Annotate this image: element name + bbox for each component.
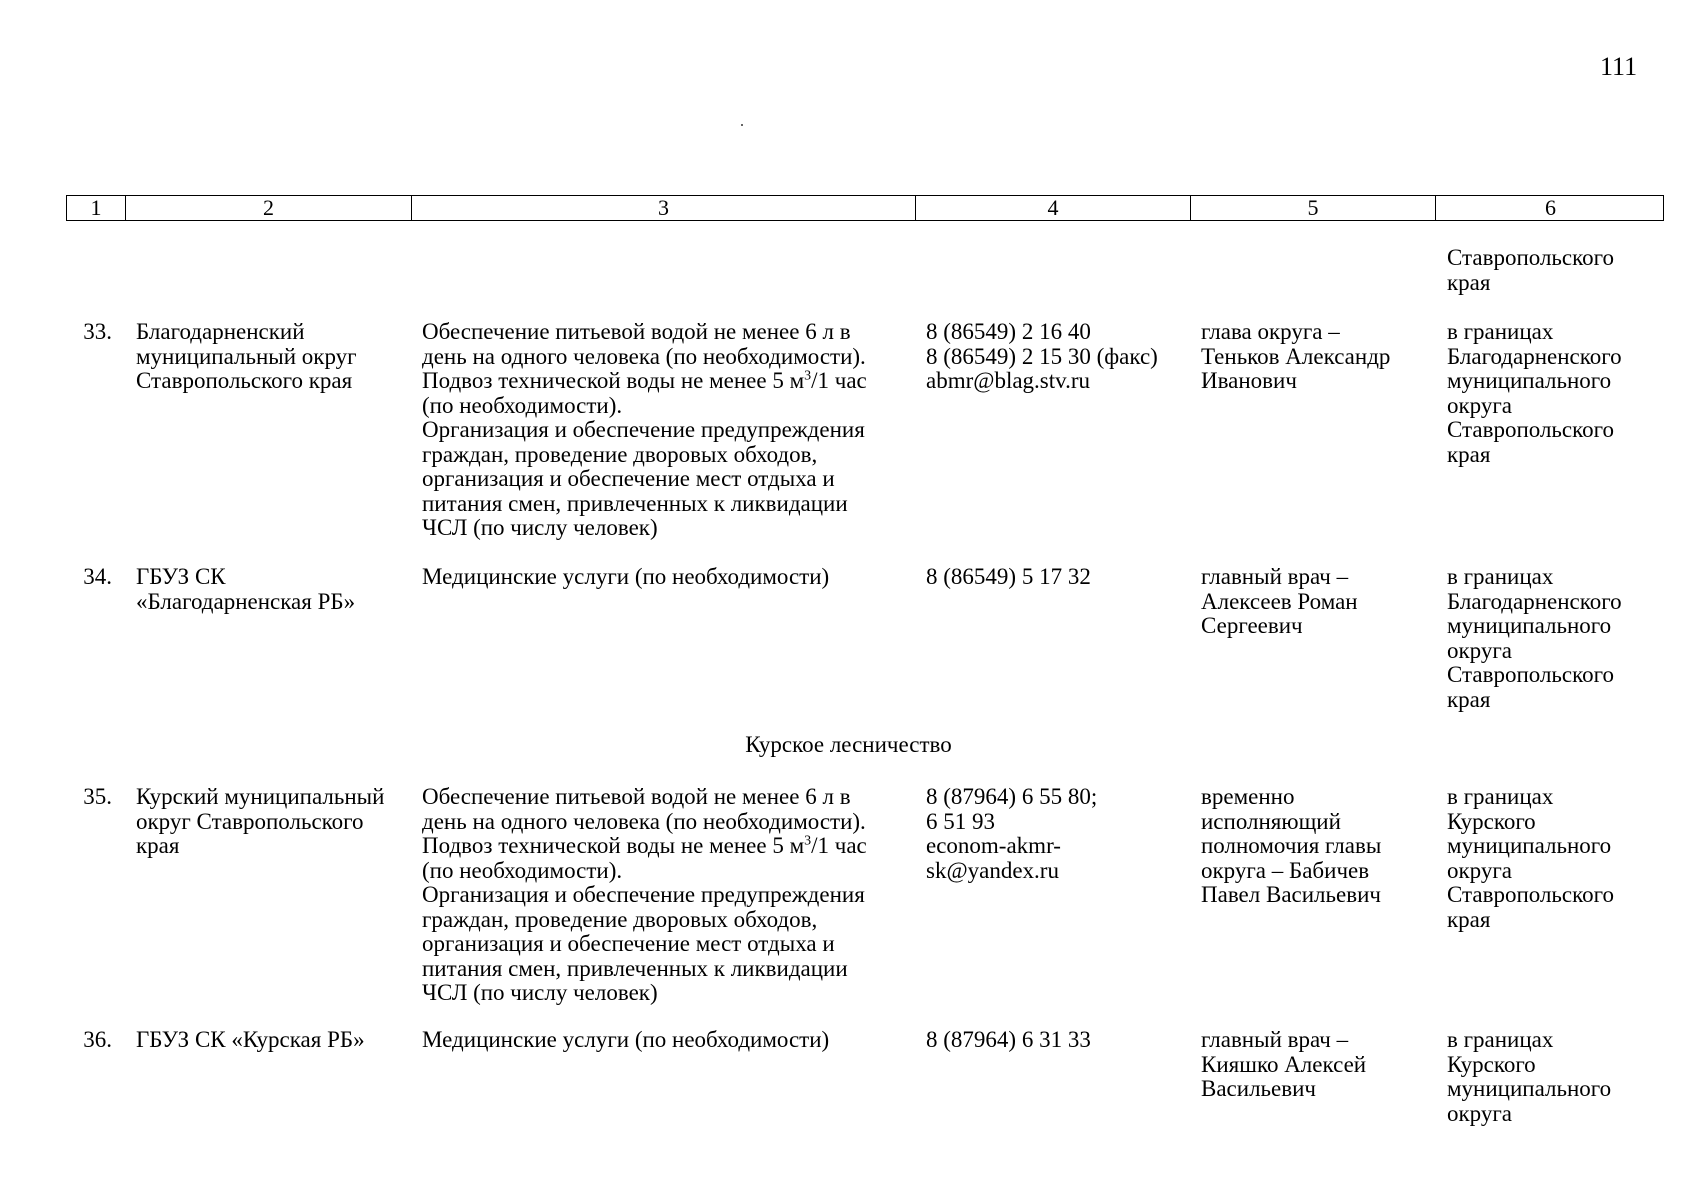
header-cell-6: 6 xyxy=(1545,195,1556,220)
contacts: 8 (86549) 2 16 40 8 (86549) 2 15 30 (факс) abmr@blag.stv.ru xyxy=(926,319,1158,393)
page-number: 111 xyxy=(1600,52,1638,81)
service-line: Обеспечение питьевой водой не менее 6 л в xyxy=(422,784,851,809)
boundary-area: в границах Курского муниципального округа Ставропольского края xyxy=(1447,784,1614,932)
organization: ГБУЗ СК «Благодарненская РБ» xyxy=(136,564,356,614)
head-official: временно исполняющий полномочия главы округа – Бабичев Павел Васильевич xyxy=(1201,784,1382,907)
header-cell-5: 5 xyxy=(1191,196,1436,220)
table-header-row xyxy=(66,195,1664,221)
header-cell-3: 3 xyxy=(412,196,916,220)
contacts: 8 (86549) 5 17 32 xyxy=(926,564,1091,589)
continuation-area: Ставропольского края xyxy=(1447,245,1614,295)
speck xyxy=(741,124,743,126)
boundary-area: в границах Курского муниципального округа xyxy=(1447,1027,1612,1126)
contacts: 8 (87964) 6 31 33 xyxy=(926,1027,1091,1052)
row-number: 35. xyxy=(83,784,112,809)
superscript: 3 xyxy=(804,368,812,384)
service-line: день на одного человека (по необходимости). xyxy=(422,808,866,834)
contacts: 8 (87964) 6 55 80; 6 51 93 econom-akmr- sk@yandex.ru xyxy=(926,784,1098,883)
row-number: 33. xyxy=(83,319,112,344)
header-cell-1: 1 xyxy=(67,196,126,220)
header-cell-4: 4 xyxy=(916,196,1191,220)
boundary-area: в границах Благодарненского муниципального округа Ставропольского края xyxy=(1447,564,1622,712)
head-official: главный врач – Алексеев Роман Сергеевич xyxy=(1201,564,1358,638)
service: Медицинские услуги (по необходимости) xyxy=(422,564,830,589)
service-line: Обеспечение питьевой водой не менее 6 л в xyxy=(422,319,851,344)
service-line: Подвоз технической воды не менее 5 $м^3/1$ час xyxy=(422,368,867,393)
organization: Курский муниципальный округ Ставропольского края xyxy=(136,784,385,858)
row-number: 36. xyxy=(83,1027,112,1052)
organization: Благодарненский муниципальный округ Ставропольского края xyxy=(136,319,357,393)
service-rest: (по необходимости). Организация и обеспечение предупреждения граждан, проведение дворовых обходов, организация и обеспечение мест отдыха и питания смен, привлеченных к ликвидации ЧСЛ (по числу человек) xyxy=(422,392,865,540)
head-official: глава округа – Теньков Александр Иванович xyxy=(1201,319,1391,393)
service-line: день на одного человека (по необходимости). xyxy=(422,343,866,369)
section-title: Курское лесничество xyxy=(745,732,952,757)
service: Медицинские услуги (по необходимости) xyxy=(422,1027,830,1052)
service-line: Подвоз технической воды не менее 5 $м^3/1$ час xyxy=(422,833,867,858)
superscript: 3 xyxy=(804,833,812,849)
boundary-area: в границах Благодарненского муниципального округа Ставропольского края xyxy=(1447,319,1622,467)
organization: ГБУЗ СК «Курская РБ» xyxy=(136,1027,365,1052)
service xyxy=(422,785,867,1006)
service-rest: (по необходимости). Организация и обеспечение предупреждения граждан, проведение дворовых обходов, организация и обеспечение мест отдыха и питания смен, привлеченных к ликвидации ЧСЛ (по числу человек) xyxy=(422,857,865,1005)
row-number: 34. xyxy=(83,564,112,589)
service xyxy=(422,320,867,541)
head-official: главный врач – Кияшко Алексей Васильевич xyxy=(1201,1027,1367,1101)
header-cell-2: 2 xyxy=(126,196,412,220)
